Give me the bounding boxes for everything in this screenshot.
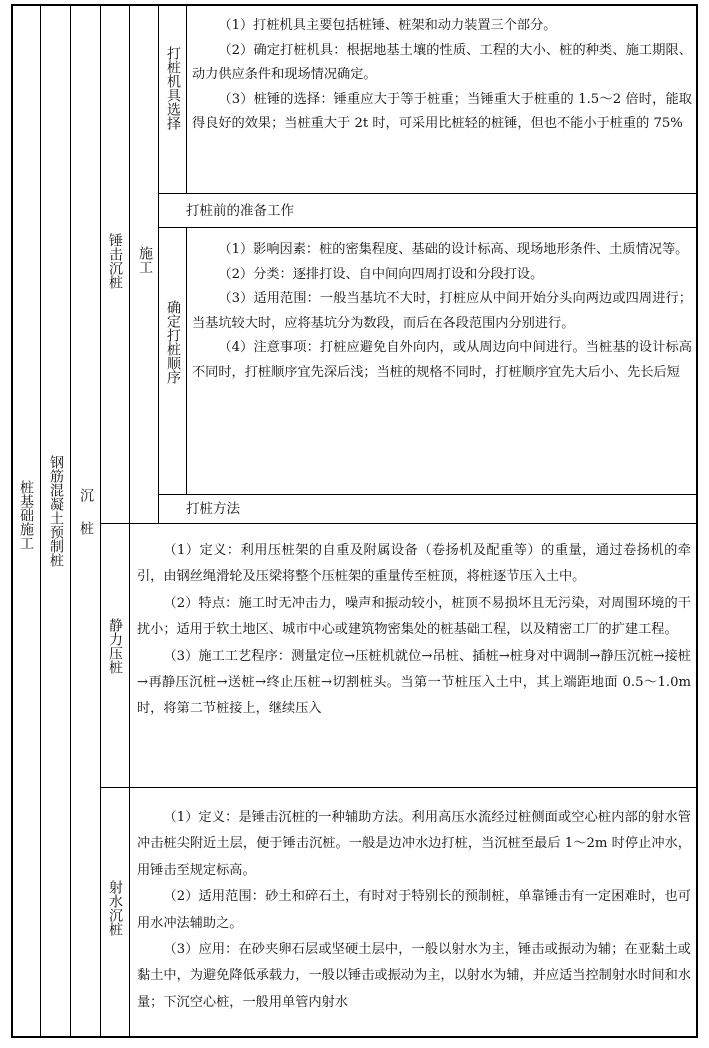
sequence-item-3: （3）适用范围：一般当基坑不大时，打桩应从中间开始分头向两边或四周进行；当基坑较大时，应将基坑分为数段，而后在各段范围内分别进行。 xyxy=(192,291,692,331)
jet-item-2: （2）适用范围：砂土和碎石土，有时对于特别长的预制桩，单靠锤击有一定困难时，也可用水冲法辅助之。 xyxy=(137,889,691,931)
preparation-heading: 打桩前的准备工作 xyxy=(186,203,294,219)
label-static-pressing: 静力压桩 xyxy=(107,618,123,674)
static-item-1: （1）定义：利用压桩架的自重及附属设备（卷扬机及配重等）的重量，通过卷扬机的牵引，由钢丝绳滑轮及压梁将整个压桩架的重量传至桩顶，将桩逐节压入土中。 xyxy=(137,543,691,585)
rule-h4 xyxy=(100,523,697,524)
jet-item-1: （1）定义：是锤击沉桩的一种辅助方法。利用高压水流经过桩侧面或空心桩内部的射水管冲击桩尖附近土层，便于锤击沉桩。一般是边冲水边打桩，当沉桩至最后 1～2m 时停止冲水，用锤击至规定标高。 xyxy=(137,810,691,878)
rule-v3 xyxy=(100,5,101,1037)
label-sinking-pile-text: 沉桩 xyxy=(78,488,94,554)
rule-v2 xyxy=(70,5,71,1037)
label-machine-selection: 打桩机具选择 xyxy=(165,46,181,130)
label-precast-concrete-pile: 钢筋混凝土预制桩 xyxy=(48,455,64,567)
machine-item-1: （1）打桩机具主要包括桩锤、桩架和动力装置三个部分。 xyxy=(218,18,557,33)
label-water-jet: 射水沉桩 xyxy=(107,880,123,936)
label-sinking-pile xyxy=(77,488,94,578)
machine-item-3: （3）桩锤的选择：锤重应大于等于桩重；当锤重大于桩重的 1.5～2 倍时，能取得良好的效果；当桩重大于 2t 时，可采用比桩轻的桩锤，但也不能小于桩重的 75% xyxy=(192,91,692,132)
sequence-item-2: （2）分类：逐排打设、自中间向四周打设和分段打设。 xyxy=(218,266,544,282)
static-item-2: （2）特点：施工时无冲击力，噪声和振动较小，桩顶不易损坏且无污染，对周围环境的干扰小；适用于软土地区、城市中心或建筑物密集处的桩基础工程，以及精密工厂的扩建工程。 xyxy=(137,595,691,638)
sequence-item-1: （1）影响因素：桩的密集程度、基础的设计标高、现场地形条件、土质情况等。 xyxy=(218,242,689,257)
rule-v5 xyxy=(158,5,159,523)
jet-item-3: （3）应用：在砂夹卵石层或坚硬土层中，一般以射水为主，锤击或振动为辅；在亚黏土或黏土中，为避免降低承载力，一般以锤击或振动为主，以射水为辅，并应适当控制射水时间和水量；下沉空心桩，一般用单管内射水 xyxy=(137,942,691,1010)
label-driving-sequence: 确定打桩顺序 xyxy=(165,300,181,384)
rule-h5 xyxy=(100,787,697,788)
label-hammer-driving: 锤击沉桩 xyxy=(107,233,123,289)
rule-v7 xyxy=(186,227,187,494)
static-pressing-content xyxy=(137,538,691,723)
rule-h3 xyxy=(158,494,697,495)
rule-v4 xyxy=(129,5,130,1037)
machine-selection-content xyxy=(192,14,692,137)
water-jet-content xyxy=(137,805,691,1016)
static-item-3: （3）施工工艺程序：测量定位→压桩机就位→吊桩、插桩→桩身对中调制→静压沉桩→接桩→再静压沉桩→送桩→终止压桩→切割桩头。当第一节桩压入土中，其上端距地面 0.5～1.0m 时，将第二节桩接上，继续压入 xyxy=(137,648,691,717)
sequence-item-4: （4）注意事项：打桩应避免自外向内，或从周边向中间进行。当桩基的设计标高不同时，打桩顺序宜先深后浅；当桩的规格不同时，打桩顺序宜先大后小、先长后短 xyxy=(192,340,692,380)
rule-h1 xyxy=(158,193,697,194)
rule-h2 xyxy=(158,227,697,228)
label-pile-foundation-construction: 桩基础施工 xyxy=(18,480,34,550)
driving-method-heading: 打桩方法 xyxy=(186,501,240,517)
rule-v6 xyxy=(186,5,187,193)
rule-v1 xyxy=(40,5,41,1037)
machine-item-2: （2）确定打桩机具：根据地基土壤的性质、工程的大小、桩的种类、施工期限、动力供应条件和现场情况确定。 xyxy=(192,42,692,83)
label-construction: 施工 xyxy=(137,246,153,274)
driving-sequence-content xyxy=(192,238,692,386)
